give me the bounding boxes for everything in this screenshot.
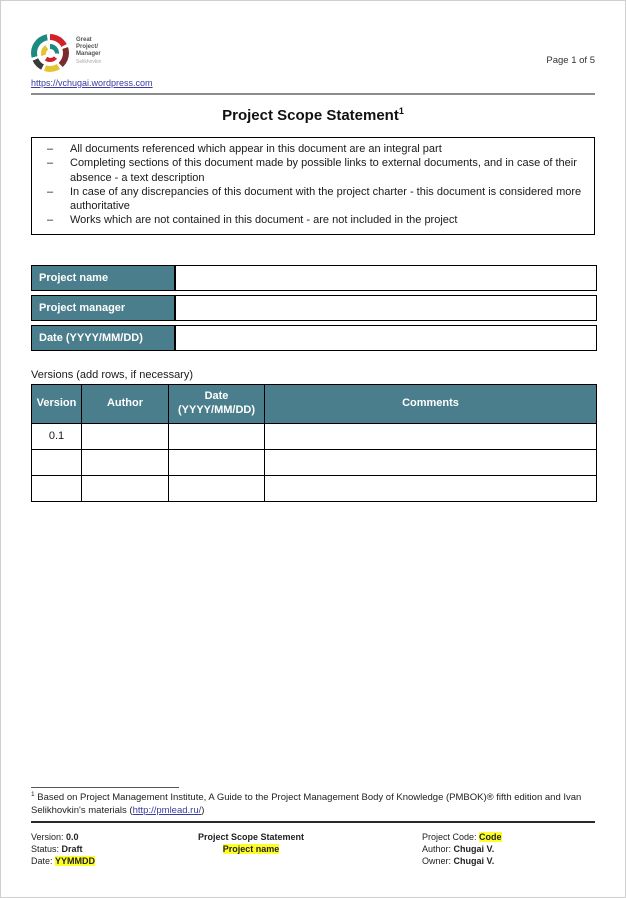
footer-version	[31, 831, 95, 843]
project-manager-field[interactable]	[175, 295, 597, 321]
footer-label: Project Code:	[422, 831, 480, 842]
footer-value-highlighted: Project name	[222, 843, 280, 854]
logo-text	[76, 34, 101, 65]
versions-header-version	[32, 384, 82, 423]
version-cell[interactable]: 0.1	[32, 423, 82, 449]
footer-owner	[422, 855, 502, 867]
notice-box	[31, 137, 595, 235]
versions-row	[32, 475, 597, 501]
page-number-label: Page 1 of 5	[546, 55, 595, 66]
table-row	[31, 325, 597, 351]
footer-label: Version:	[31, 831, 67, 842]
footer-value: 0.0	[66, 831, 79, 842]
footer	[31, 831, 595, 871]
footer-divider	[31, 821, 595, 823]
author-cell[interactable]	[82, 423, 169, 449]
footer-value: Chugai V.	[453, 856, 495, 867]
author-cell[interactable]	[82, 475, 169, 501]
table-row	[31, 265, 597, 291]
footer-date	[31, 855, 95, 867]
project-name-field[interactable]	[175, 265, 597, 291]
page-header	[1, 1, 625, 95]
footer-status	[31, 843, 95, 855]
header-text: (YYYY/MM/DD)	[178, 403, 255, 416]
footer-center	[151, 831, 351, 855]
header-text: Date	[204, 390, 229, 403]
header-text: Version	[36, 396, 77, 409]
date-label: Date (YYYY/MM/DD)	[31, 325, 175, 351]
version-cell[interactable]	[32, 475, 82, 501]
date-cell[interactable]	[169, 449, 265, 475]
table-row	[31, 295, 597, 321]
footer-value: Chugai V.	[453, 843, 495, 854]
pmlead-link[interactable]: http://pmlead.ru/	[132, 804, 202, 816]
versions-header-row	[32, 384, 597, 423]
site-link[interactable]: https://vchugai.wordpress.com	[31, 78, 153, 88]
footnote-divider	[31, 787, 179, 788]
version-cell[interactable]	[32, 449, 82, 475]
logo-line-1: Great	[76, 37, 92, 43]
comments-cell[interactable]	[265, 423, 597, 449]
footer-label: Date:	[31, 856, 56, 867]
versions-caption: Versions (add rows, if necessary)	[31, 368, 194, 381]
page-title-footnote-ref: 1	[398, 106, 404, 116]
footnote-text: Based on Project Management Institute, A Guide to the Project Management Body of Knowledge (PMBOK)® fifth edition and Ivan Selikhovkin's materials (	[31, 792, 582, 816]
versions-row	[32, 423, 597, 449]
header-divider	[31, 93, 595, 95]
notice-list	[38, 142, 584, 228]
logo-line-2: Project/	[76, 43, 99, 50]
date-cell[interactable]	[169, 475, 265, 501]
versions-header-date	[169, 384, 265, 423]
page-title	[1, 106, 625, 124]
comments-cell[interactable]	[265, 449, 597, 475]
notice-item: – Works which are not contained in this document - are not included in the project	[38, 213, 584, 227]
versions-header-comments	[265, 384, 597, 423]
notice-item: – All documents referenced which appear in this document are an integral part	[38, 142, 584, 156]
footer-value: Draft	[61, 843, 83, 854]
date-cell[interactable]	[169, 423, 265, 449]
footer-value-highlighted: Code	[479, 831, 502, 842]
logo-subtext: Selikhovkin	[76, 58, 102, 65]
header-text: Comments	[402, 396, 459, 409]
footer-right	[422, 831, 502, 867]
page-bottom	[31, 787, 595, 871]
date-field[interactable]	[175, 325, 597, 351]
footer-project-code	[422, 831, 502, 843]
footnote-text-after: )	[201, 804, 205, 816]
versions-table	[31, 384, 597, 502]
footnote	[31, 791, 595, 818]
project-info-table	[31, 261, 597, 355]
footer-author	[422, 843, 502, 855]
header-text: Author	[106, 396, 144, 409]
page-title-text: Project Scope Statement	[222, 107, 399, 124]
versions-row	[32, 449, 597, 475]
footer-label: Owner:	[422, 856, 454, 867]
notice-item: – Completing sections of this document made by possible links to external documents, and in case of their absence - a text description	[38, 156, 584, 185]
logo-line-3: Manager	[76, 50, 101, 57]
footer-left	[31, 831, 95, 867]
project-name-label: Project name	[31, 265, 175, 291]
great-project-manager-logo-icon	[31, 34, 69, 72]
footer-value-highlighted: YYMMDD	[55, 856, 96, 867]
comments-cell[interactable]	[265, 475, 597, 501]
project-manager-label: Project manager	[31, 295, 175, 321]
footer-label: Status:	[31, 843, 62, 854]
author-cell[interactable]	[82, 449, 169, 475]
footer-doc-title: Project Scope Statement	[197, 831, 305, 842]
footer-label: Author:	[422, 843, 454, 854]
footer-project-name	[151, 843, 351, 855]
notice-item: – In case of any discrepancies of this document with the project charter - this document is considered more authoritative	[38, 185, 584, 214]
versions-header-author	[82, 384, 169, 423]
footnote-marker: 1	[31, 791, 35, 798]
logo-row	[31, 34, 595, 72]
